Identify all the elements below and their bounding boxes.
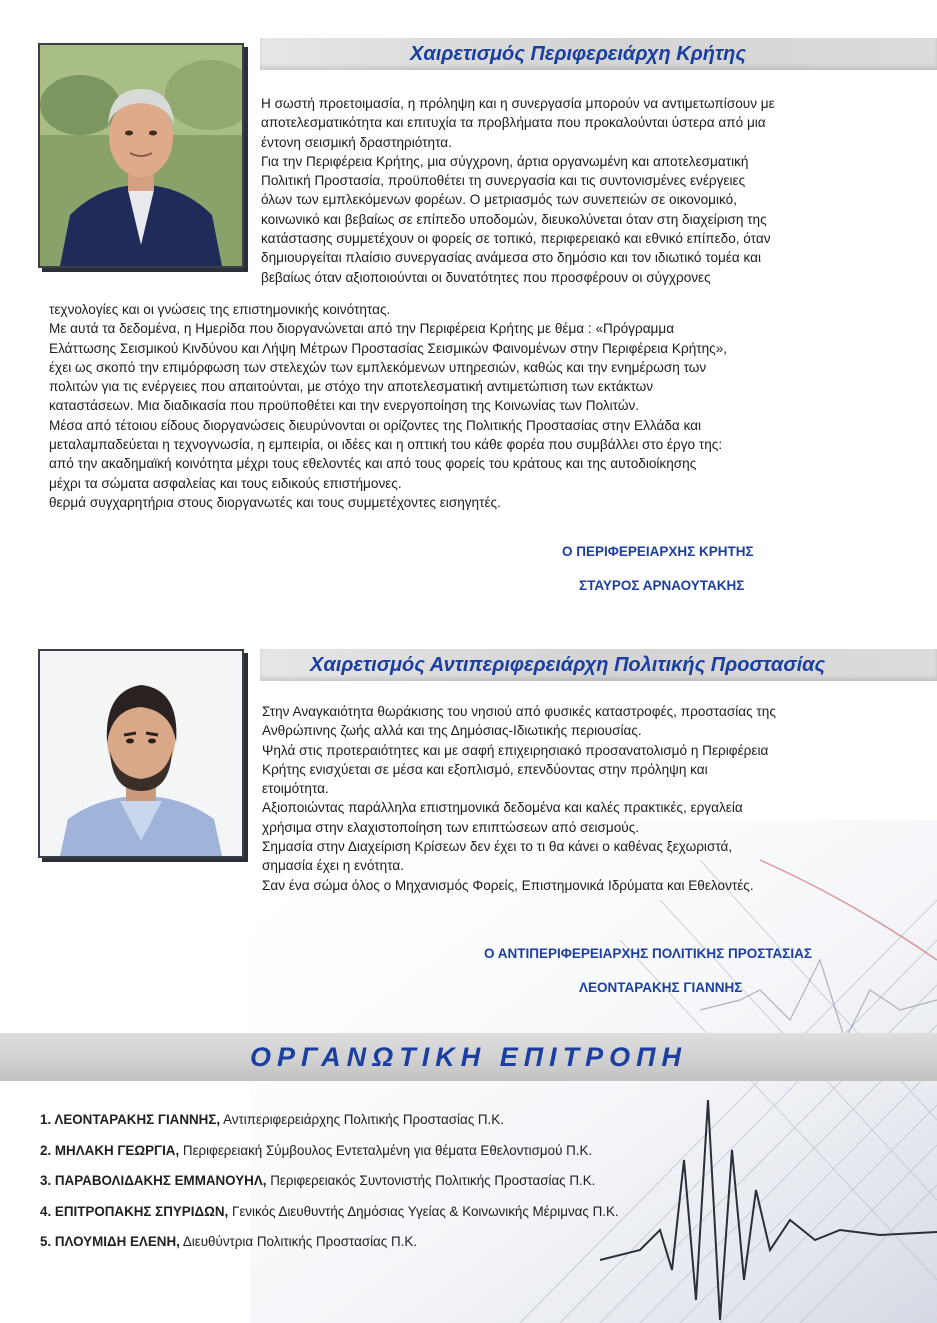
text-line: Με αυτά τα δεδομένα, η Ημερίδα που διοργανώνεται από την Περιφέρεια Κρήτης με θέμα : «Πρόγραμμα [49,321,675,337]
text-line: Ανθρώπινης ζωής αλλά και της Δημόσιας-Ιδιωτικής περιουσίας. [262,723,642,739]
member-role: Περιφερειακή Σύμβουλος Εντεταλμένη για θέματα Εθελοντισμού Π.Κ. [182,1142,593,1158]
text-line: Μέσα από τέτοιου είδους διοργανώσεις διευρύνονται οι ορίζοντες της Πολιτικής Προστασίας στην Ελλάδα και [49,417,702,433]
member-role: Αντιπεριφερειάρχης Πολιτικής Προστασίας Π.Κ. [223,1112,504,1127]
text-line: πολιτών για τις ενέργειες που απαιτούνται, με στόχο την αποτελεσματική αντιμετώπιση των εκτάκτων [49,379,654,395]
text-line: Ελάττωσης Σεισμικού Κινδύνου και Λήψη Μέτρων Προστασίας Σεισμικών Φαινομένων στην Περιφέρεια Κρήτης», [49,340,728,356]
section1-intro-text [261,94,775,287]
text-line: όλων των εμπλεκόμενων φορέων. Ο μετριασμός των συνεπειών σε οικονομικό, [261,192,737,208]
member-name: 5. ΠΛΟΥΜΙΔΗ ΕΛΕΝΗ, [40,1234,180,1249]
text-line: ετοιμότητα. [262,781,329,797]
text-line: βεβαίως όταν αξιοποιούνται οι δυνατότητες που προσφέρουν οι σύγχρονες [261,269,711,285]
member-role: Γενικός Διευθυντής Δημόσιας Υγείας & Κοινωνικής Μέριμνας Π.Κ. [231,1203,619,1219]
governor-photo [38,43,244,268]
text-line: σημασία έχει η ενότητα. [262,858,405,874]
member-name: 4. ΕΠΙΤΡΟΠΑΚΗΣ ΣΠΥΡΙΔΩΝ, [40,1203,229,1219]
section2-signature-role: Ο ΑΝΤΙΠΕΡΙΦΕΡΕΙΑΡΧΗΣ ΠΟΛΙΤΙΚΗΣ ΠΡΟΣΤΑΣΙΑΣ [484,946,813,961]
section1-signature-name: ΣΤΑΥΡΟΣ ΑΡΝΑΟΥΤΑΚΗΣ [579,578,745,593]
section2-title: Χαιρετισμός Αντιπεριφερειάρχη Πολιτικής Προστασίας [310,654,826,676]
member-role: Διευθύντρια Πολιτικής Προστασίας Π.Κ. [182,1234,418,1249]
text-line: Αξιοποιώντας παράλληλα επιστημονικά δεδομένα και καλές πρακτικές, εργαλεία [262,800,743,816]
text-line: κατάστασης συμμετέχουν οι φορείς σε τοπικό, περιφερειακό και εθνικό επίπεδο, όταν [261,231,771,247]
text-line: Ψηλά στις προτεραιότητες και με σαφή επιχειρησιακό προσανατολισμό η Περιφέρεια [262,742,769,758]
text-line: μέχρι τα σώματα ασφαλείας και τους ειδικούς επιστήμονες. [49,475,402,491]
text-line: από την ακαδημαϊκή κοινότητα μέχρι τους εθελοντές και από τους φορείς του κράτους και της αυτοδιοίκησης [49,456,697,472]
text-line: δημιουργείται πλαίσιο συνεργασίας ανάμεσα στο δημόσιο και τον ιδιωτικό τομέα και [261,250,762,266]
text-line: Κρήτης ενισχύεται σε μέσα και εξοπλισμό, επενδύοντας στην πρόληψη και [262,761,708,777]
member-name: 2. ΜΗΛΑΚΗ ΓΕΩΡΓΙΑ, [40,1142,180,1158]
committee-member [40,1143,619,1174]
section1-body-text [49,300,727,512]
text-line: Η σωστή προετοιμασία, η πρόληψη και η συνεργασία μπορούν να αντιμετωπίσουν με [261,96,775,111]
deputy-governor-portrait-image [40,651,242,856]
text-line: Στην Αναγκαιότητα θωράκισης του νησιού από φυσικές καταστροφές, προστασίας της [262,704,776,719]
section2-text [262,702,776,895]
committee-header-bar [0,1033,937,1081]
section1-title: Χαιρετισμός Περιφερειάρχη Κρήτης [410,43,747,65]
committee-member [40,1112,619,1143]
text-line: τεχνολογίες και οι γνώσεις της επιστημονικής κοινότητας. [49,302,391,317]
text-line: καταστάσεων. Μια διαδικασία που προϋποθέτει και την ενεργοποίηση της Κοινωνίας των Πολιτών. [49,398,640,414]
committee-member [40,1234,619,1265]
section2-signature-name: ΛΕΟΝΤΑΡΑΚΗΣ ΓΙΑΝΝΗΣ [579,980,743,995]
section1-header-bar [260,38,937,70]
committee-member [40,1173,619,1204]
member-name: 3. ΠΑΡΑΒΟΛΙΔΑΚΗΣ ΕΜΜΑΝΟΥΗΛ, [40,1173,267,1188]
governor-portrait-image [40,45,242,266]
text-line: κοινωνικό και βεβαίως σε επίπεδο υποδομών, διευκολύνεται όταν στη διαχείριση της [261,211,767,227]
text-line: Σαν ένα σώμα όλος ο Μηχανισμός Φορείς, Επιστημονικά Ιδρύματα και Εθελοντές. [262,877,754,893]
text-line: αποτελεσματικότητα και επιτυχία τα προβλήματα που προκαλούνται ύστερα από μια [261,115,766,131]
section2-header-bar [260,649,937,681]
committee-members-list [40,1112,619,1265]
text-line: θερμά συγχαρητήρια στους διοργανωτές και τους συμμετέχοντες εισηγητές. [49,494,501,510]
text-line: μεταλαμπαδεύεται η τεχνογνωσία, η εμπειρία, οι ιδέες και η οπτική του κάθε φορέα που συμβάλλει στο έργο της: [49,437,723,453]
text-line: έχει ως σκοπό την επιμόρφωση των στελεχών των εμπλεκόμενων υπηρεσιών, καθώς και την ενημέρωση των [49,359,707,375]
text-line: Πολιτική Προστασία, προϋποθέτει τη συνεργασία και τις συντονισμένες ενέργειες [261,173,746,189]
text-line: Για την Περιφέρεια Κρήτης, μια σύγχρονη, άρτια οργανωμένη και αποτελεσματική [261,153,749,169]
committee-member [40,1204,619,1235]
text-line: χρήσιμα στην ελαχιστοποίηση των επιπτώσεων από σεισμούς. [262,819,640,835]
committee-title: ΟΡΓΑΝΩΤΙΚΗ ΕΠΙΤΡΟΠΗ [250,1042,687,1072]
text-line: έντονη σεισμική δραστηριότητα. [261,134,452,150]
deputy-governor-photo [38,649,244,858]
section1-signature-role: Ο ΠΕΡΙΦΕΡΕΙΑΡΧΗΣ ΚΡΗΤΗΣ [562,544,754,559]
member-role: Περιφερειακός Συντονιστής Πολιτικής Προστασίας Π.Κ. [270,1173,596,1188]
text-line: Σημασία στην Διαχείριση Κρίσεων δεν έχει το τι θα κάνει ο καθένας ξεχωριστά, [262,839,733,855]
member-name: 1. ΛΕΟΝΤΑΡΑΚΗΣ ΓΙΑΝΝΗΣ, [40,1112,221,1127]
